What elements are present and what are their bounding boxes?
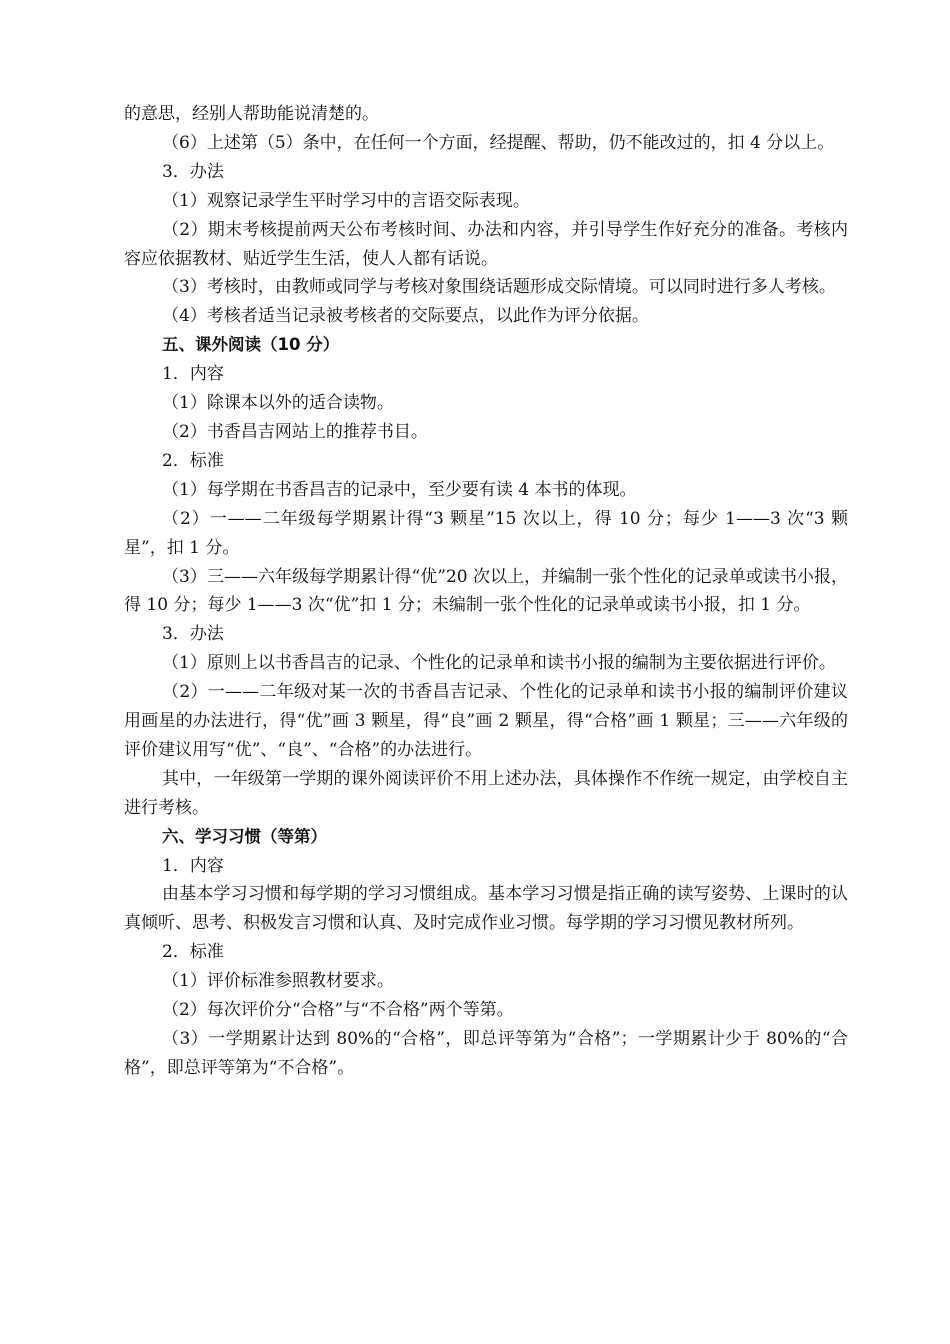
- paragraph-standard-3: （3）三——六年级每学期累计得“优”20 次以上，并编制一张个性化的记录单或读书小报，得 10 分；每少 1——3 次“优”扣 1 分；未编制一张个性化的记录单或读书小报，扣 1 分。: [124, 566, 848, 616]
- paragraph-reading-method-2: （2）一——二年级对某一次的书香昌吉记录、个性化的记录单和读书小报的编制评价建议用画星的办法进行，得“优”画 3 颗星，得“良”画 2 颗星，得“合格”画 1 颗星；三——六年级的评价建议用写“优”、“良”、“合格”的办法进行。: [124, 682, 848, 760]
- subheading-habits-standard: 2．标准: [162, 942, 224, 963]
- paragraph-content-2: （2）书香昌吉网站上的推荐书目。: [162, 421, 428, 442]
- subheading-habits-content: 1．内容: [162, 855, 224, 876]
- paragraph-item-6: （6）上述第（5）条中，在任何一个方面，经提醒、帮助，仍不能改过的，扣 4 分以上。: [162, 132, 835, 153]
- subheading-content: 1．内容: [162, 364, 224, 385]
- section-heading-extracurricular-reading: 五、课外阅读（10 分）: [162, 335, 340, 355]
- paragraph-habits-standard-2: （2）每次评价分“合格”与“不合格”两个等第。: [162, 1000, 514, 1021]
- paragraph-method-1: （1）观察记录学生平时学习中的言语交际表现。: [162, 190, 530, 211]
- paragraph-reading-note: 其中，一年级第一学期的课外阅读评价不用上述办法，具体操作不作统一规定，由学校自主进行考核。: [124, 768, 848, 818]
- paragraph-continuation: 的意思，经别人帮助能说清楚的。: [124, 104, 379, 124]
- paragraph-method-4: （4）考核者适当记录被考核者的交际要点，以此作为评分依据。: [162, 306, 649, 327]
- paragraph-content-1: （1）除课本以外的适合读物。: [162, 393, 394, 414]
- paragraph-standard-1: （1）每学期在书香昌吉的记录中，至少要有读 4 本书的体现。: [162, 479, 637, 500]
- subheading-method-reading: 3．办法: [162, 624, 224, 645]
- paragraph-habits-standard-3: （3）一学期累计达到 80%的“合格”，即总评等第为“合格”；一学期累计少于 80%的“合格”，即总评等第为“不合格”。: [124, 1029, 848, 1078]
- subheading-standard: 2．标准: [162, 450, 224, 471]
- document-body: [124, 100, 848, 1083]
- paragraph-habits-content: 由基本学习习惯和每学期的学习习惯组成。基本学习习惯是指正确的读写姿势、上课时的认真倾听、思考、积极发言习惯和认真、及时完成作业习惯。每学期的学习习惯见教材所列。: [124, 884, 848, 934]
- paragraph-method-2: （2）期末考核提前两天公布考核时间、办法和内容，并引导学生作好充分的准备。考核内容应依据教材、贴近学生生活，使人人都有话说。: [124, 219, 848, 269]
- paragraph-habits-standard-1: （1）评价标准参照教材要求。: [162, 971, 394, 992]
- subheading-method: 3．办法: [162, 161, 224, 182]
- section-heading-study-habits: 六、学习习惯（等第）: [162, 826, 327, 846]
- paragraph-reading-method-1: （1）原则上以书香昌吉的记录、个性化的记录单和读书小报的编制为主要依据进行评价。: [162, 653, 836, 674]
- paragraph-method-3: （3）考核时，由教师或同学与考核对象围绕话题形成交际情境。可以同时进行多人考核。: [162, 277, 836, 298]
- paragraph-standard-2: （2）一——二年级每学期累计得“3 颗星”15 次以上，得 10 分；每少 1——3 次“3 颗星”，扣 1 分。: [124, 508, 848, 558]
